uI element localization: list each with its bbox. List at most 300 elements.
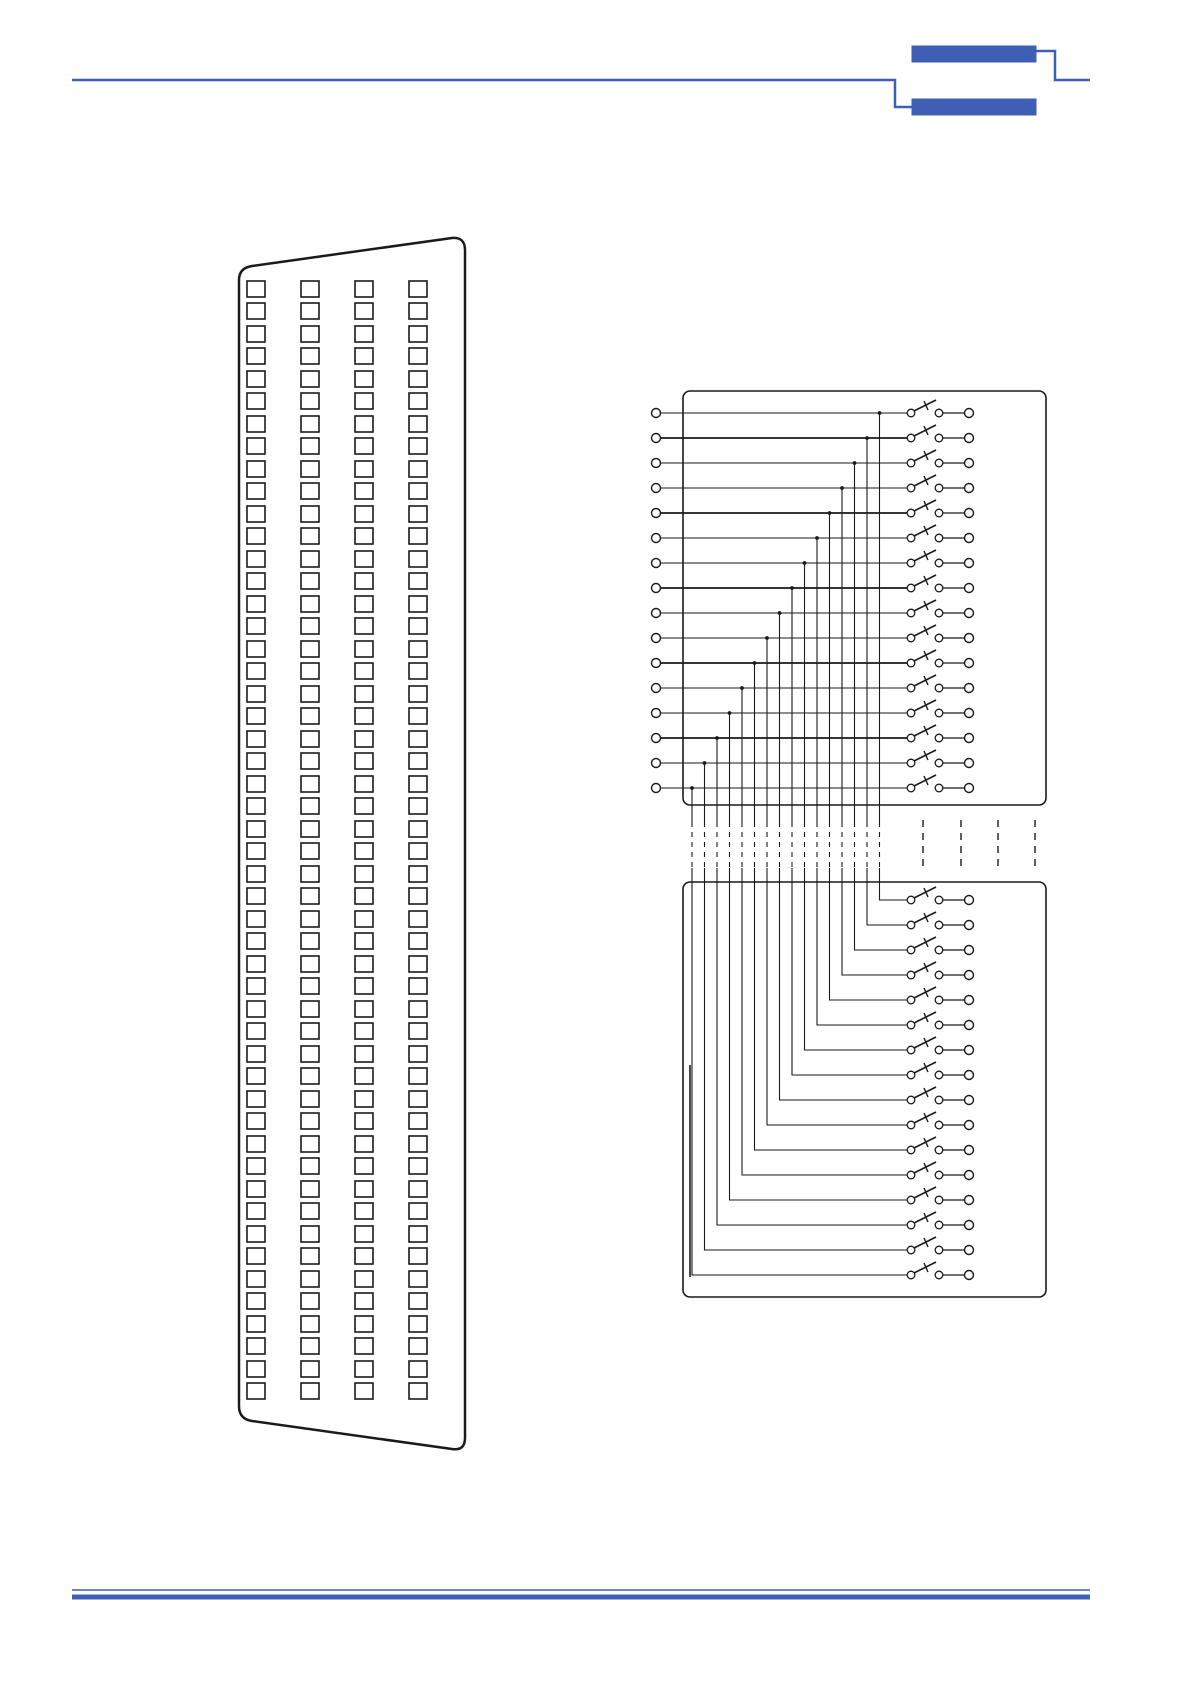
connector-pin [301, 1158, 319, 1174]
connector-pin [355, 416, 373, 432]
connector-pin [409, 326, 427, 342]
connector-pin [409, 776, 427, 792]
connector-pin [355, 303, 373, 319]
relay-output-terminal [965, 946, 974, 955]
relay-contact-right [935, 1171, 943, 1179]
relay-contact-right [935, 1121, 943, 1129]
header-rule [72, 80, 912, 107]
connector-pin [409, 348, 427, 364]
connector-pin [247, 1136, 265, 1152]
relay-output-terminal [965, 559, 974, 568]
relay-contact-right [935, 634, 943, 642]
connector-pin [247, 1383, 265, 1399]
connector-pin [247, 1203, 265, 1219]
connector-pin [355, 596, 373, 612]
connector-pin [409, 1203, 427, 1219]
header [72, 46, 1090, 115]
connector-pin [247, 1293, 265, 1309]
relay-contact-left [907, 759, 915, 767]
connector-pin [301, 573, 319, 589]
bus-to-relay [880, 868, 908, 900]
connector-pin [409, 506, 427, 522]
connector-pin [409, 438, 427, 454]
relay-output-terminal [965, 534, 974, 543]
connector-pin [355, 956, 373, 972]
connector-pin [355, 776, 373, 792]
connector-pin [355, 1068, 373, 1084]
connector-pin [409, 393, 427, 409]
relay-output-terminal [965, 921, 974, 930]
relay-contact-right [935, 971, 943, 979]
connector-pin [355, 641, 373, 657]
connector-pin [301, 843, 319, 859]
relay-contact-right [935, 609, 943, 617]
connector-pin [355, 573, 373, 589]
relay-output-terminal [965, 784, 974, 793]
relay-contact-right [935, 734, 943, 742]
connector-pin [247, 1001, 265, 1017]
relay-output-terminal [965, 996, 974, 1005]
input-terminal [652, 609, 661, 618]
relay-contact-right [935, 409, 943, 417]
connector-pin [247, 798, 265, 814]
connector-pin [409, 753, 427, 769]
connector-pin [409, 461, 427, 477]
bus-to-relay [805, 868, 908, 1050]
connector-pin [247, 686, 265, 702]
bus-to-relay [867, 868, 907, 925]
connector-pin [301, 1091, 319, 1107]
relay-contact-left [907, 684, 915, 692]
connector-pin [247, 1316, 265, 1332]
header-tab-bottom [912, 99, 1036, 115]
connector-pin [301, 1046, 319, 1062]
relay-contact-left [907, 1246, 915, 1254]
connector-pin [409, 1091, 427, 1107]
connector-pin [247, 303, 265, 319]
connector-pin [409, 843, 427, 859]
connector-pin [409, 1068, 427, 1084]
relay-contact-right [935, 1021, 943, 1029]
relay-contact-left [907, 584, 915, 592]
connector-pin [355, 1361, 373, 1377]
connector-pin [247, 978, 265, 994]
connector-pin [301, 506, 319, 522]
connector-pin [355, 911, 373, 927]
bus-to-relay [717, 868, 907, 1225]
relay-output-terminal [965, 634, 974, 643]
relay-output-terminal [965, 1046, 974, 1055]
connector-pin [247, 438, 265, 454]
input-terminal [652, 534, 661, 543]
connector-pin [247, 1226, 265, 1242]
header-tab-connector [1036, 51, 1090, 80]
connector-pin [355, 348, 373, 364]
connector-pin [409, 686, 427, 702]
connector-pin [301, 1136, 319, 1152]
bus-to-relay [855, 868, 908, 950]
relay-contact-right [935, 946, 943, 954]
bottom-relays [907, 887, 973, 1280]
connector-pin [355, 1383, 373, 1399]
input-terminal [652, 734, 661, 743]
relay-output-terminal [965, 584, 974, 593]
connector-pin [355, 618, 373, 634]
connector-pin [409, 483, 427, 499]
connector-pin [355, 393, 373, 409]
relay-contact-left [907, 1221, 915, 1229]
connector-pin [355, 551, 373, 567]
connector-pin [247, 551, 265, 567]
connector-pin [355, 686, 373, 702]
relay-contact-right [935, 559, 943, 567]
connector-pin [301, 1181, 319, 1197]
connector-pin [409, 1023, 427, 1039]
relay-output-terminal [965, 1271, 974, 1280]
connector-pin [301, 438, 319, 454]
relay-contact-left [907, 784, 915, 792]
header-tab-top [912, 46, 1036, 62]
connector-pin [301, 596, 319, 612]
relay-contact-left [907, 734, 915, 742]
connector-pin [301, 348, 319, 364]
relay-output-terminal [965, 709, 974, 718]
connector [239, 238, 465, 1449]
connector-pin [355, 1181, 373, 1197]
connector-pin [409, 888, 427, 904]
connector-pin [355, 1158, 373, 1174]
connector-pin [247, 866, 265, 882]
connector-pin [247, 731, 265, 747]
relay-contact-right [935, 1196, 943, 1204]
input-terminal [652, 509, 661, 518]
connector-pin [247, 1248, 265, 1264]
connector-pin [301, 1361, 319, 1377]
connector-pin [409, 281, 427, 297]
connector-pin [409, 1136, 427, 1152]
connector-pin [247, 1158, 265, 1174]
connector-pin [355, 753, 373, 769]
connector-pin [409, 911, 427, 927]
connector-pin [409, 1001, 427, 1017]
relay-output-terminal [965, 1171, 974, 1180]
connector-pin [301, 1316, 319, 1332]
connector-pin [301, 393, 319, 409]
connector-pin [301, 461, 319, 477]
relay-output-terminal [965, 1221, 974, 1230]
relay-contact-left [907, 946, 915, 954]
connector-pin [301, 978, 319, 994]
connector-pin [247, 461, 265, 477]
relay-contact-left [907, 1171, 915, 1179]
connector-pin [355, 843, 373, 859]
connector-pins [247, 281, 427, 1399]
connector-pin [247, 708, 265, 724]
connector-shell [239, 238, 465, 1449]
relay-contact-left [907, 484, 915, 492]
input-terminal [652, 784, 661, 793]
connector-pin [355, 506, 373, 522]
bottom-relay-block [683, 882, 1046, 1297]
relay-contact-right [935, 1246, 943, 1254]
input-terminal [652, 484, 661, 493]
relay-contact-left [907, 609, 915, 617]
connector-pin [301, 326, 319, 342]
connector-pin [301, 416, 319, 432]
connector-pin [409, 933, 427, 949]
connector-pin [409, 798, 427, 814]
connector-pin [301, 551, 319, 567]
connector-pin [247, 483, 265, 499]
connector-pin [247, 776, 265, 792]
relay-contact-left [907, 534, 915, 542]
connector-pin [247, 1113, 265, 1129]
bus-to-relay [842, 868, 907, 975]
connector-pin [355, 1023, 373, 1039]
relay-contact-left [907, 709, 915, 717]
connector-pin [247, 573, 265, 589]
relay-contact-left [907, 409, 915, 417]
relay-output-terminal [965, 484, 974, 493]
relay-output-terminal [965, 684, 974, 693]
connector-pin [247, 281, 265, 297]
relay-contact-right [935, 534, 943, 542]
connector-pin [409, 1316, 427, 1332]
relay-contact-left [907, 1071, 915, 1079]
connector-pin [409, 303, 427, 319]
connector-pin [355, 1046, 373, 1062]
connector-pin [355, 888, 373, 904]
connector-pin [355, 438, 373, 454]
connector-pin [301, 933, 319, 949]
relay-output-terminal [965, 1246, 974, 1255]
connector-pin [247, 596, 265, 612]
relay-contact-left [907, 1096, 915, 1104]
relay-output-terminal [965, 1096, 974, 1105]
connector-pin [409, 978, 427, 994]
relay-output-terminal [965, 409, 974, 418]
connector-pin [355, 1271, 373, 1287]
relay-contact-right [935, 1221, 943, 1229]
connector-pin [355, 1001, 373, 1017]
relay-output-terminal [965, 1196, 974, 1205]
input-terminal [652, 584, 661, 593]
connector-pin [409, 641, 427, 657]
relay-contact-left [907, 434, 915, 442]
relay-output-terminal [965, 971, 974, 980]
relay-contact-left [907, 1146, 915, 1154]
connector-pin [247, 1091, 265, 1107]
connector-pin [301, 1068, 319, 1084]
relay-contact-right [935, 509, 943, 517]
connector-pin [355, 1113, 373, 1129]
connector-pin [355, 731, 373, 747]
relay-output-terminal [965, 434, 974, 443]
connector-pin [247, 371, 265, 387]
connector-pin [301, 1383, 319, 1399]
relay-output-terminal [965, 734, 974, 743]
relay-contact-right [935, 1146, 943, 1154]
relay-contact-right [935, 684, 943, 692]
connector-pin [247, 641, 265, 657]
connector-pin [355, 663, 373, 679]
connector-pin [355, 933, 373, 949]
connector-pin [247, 753, 265, 769]
bus-to-relay [780, 868, 908, 1100]
connector-pin [247, 956, 265, 972]
relay-contact-right [935, 996, 943, 1004]
top-relay-block [683, 391, 1046, 805]
connector-pin [409, 371, 427, 387]
footer [72, 1590, 1090, 1597]
connector-pin [247, 1046, 265, 1062]
connector-pin [409, 708, 427, 724]
relay-contact-right [935, 759, 943, 767]
connector-pin [409, 1338, 427, 1354]
connector-pin [355, 821, 373, 837]
relay-contact-left [907, 971, 915, 979]
connector-pin [355, 1293, 373, 1309]
connector-pin [301, 303, 319, 319]
connector-pin [301, 528, 319, 544]
connector-pin [247, 1361, 265, 1377]
connector-pin [247, 528, 265, 544]
connector-pin [355, 326, 373, 342]
connector-pin [247, 618, 265, 634]
relay-contact-right [935, 1096, 943, 1104]
connector-pin [355, 866, 373, 882]
connector-pin [301, 1001, 319, 1017]
connector-pin [247, 821, 265, 837]
relay-contact-left [907, 459, 915, 467]
relay-contact-left [907, 659, 915, 667]
connector-pin [355, 1091, 373, 1107]
relay-contact-right [935, 484, 943, 492]
connector-pin [301, 483, 319, 499]
relay-contact-left [907, 1196, 915, 1204]
connector-pin [301, 731, 319, 747]
input-terminal [652, 709, 661, 718]
connector-pin [301, 281, 319, 297]
input-terminal [652, 459, 661, 468]
connector-pin [301, 708, 319, 724]
connector-pin [247, 843, 265, 859]
connector-pin [355, 1226, 373, 1242]
relay-output-terminal [965, 759, 974, 768]
connector-pin [355, 1203, 373, 1219]
connector-pin [247, 506, 265, 522]
relay-contact-left [907, 1271, 915, 1279]
relay-contact-right [935, 459, 943, 467]
connector-pin [409, 1271, 427, 1287]
connector-pin [301, 371, 319, 387]
connector-pin [301, 1338, 319, 1354]
top-relays [907, 400, 973, 793]
connector-pin [247, 1271, 265, 1287]
relay-contact-right [935, 921, 943, 929]
input-terminal [652, 659, 661, 668]
connector-pin [409, 1226, 427, 1242]
relay-contact-left [907, 634, 915, 642]
relay-contact-left [907, 921, 915, 929]
connector-pin [301, 1023, 319, 1039]
relay-contact-left [907, 896, 915, 904]
connector-pin [409, 596, 427, 612]
connector-pin [355, 1136, 373, 1152]
connector-pin [409, 573, 427, 589]
relay-output-terminal [965, 509, 974, 518]
bus-to-relay [792, 868, 907, 1075]
connector-pin [409, 1158, 427, 1174]
connector-pin [409, 1383, 427, 1399]
connector-pin [409, 731, 427, 747]
connector-pin [355, 978, 373, 994]
relay-contact-left [907, 1021, 915, 1029]
input-terminal [652, 434, 661, 443]
connector-pin [247, 326, 265, 342]
relay-contact-right [935, 896, 943, 904]
relay-contact-right [935, 784, 943, 792]
connector-pin [355, 708, 373, 724]
connector-pin [301, 663, 319, 679]
connector-pin [355, 528, 373, 544]
connector-pin [409, 821, 427, 837]
connector-pin [301, 1293, 319, 1309]
relay-output-terminal [965, 1146, 974, 1155]
bus-to-relay [767, 868, 907, 1125]
connector-pin [301, 1271, 319, 1287]
connector-pin [301, 776, 319, 792]
connector-pin [409, 1046, 427, 1062]
connector-pin [247, 888, 265, 904]
connector-pin [247, 911, 265, 927]
relay-output-terminal [965, 609, 974, 618]
connector-pin [409, 618, 427, 634]
connector-pin [301, 1248, 319, 1264]
input-terminal [652, 634, 661, 643]
connector-pin [355, 371, 373, 387]
connector-pin [301, 618, 319, 634]
relay-contact-left [907, 559, 915, 567]
connector-pin [355, 461, 373, 477]
connector-pin [409, 1181, 427, 1197]
connector-pin [409, 528, 427, 544]
relay-schematic [652, 391, 1047, 1297]
connector-pin [247, 393, 265, 409]
relay-contact-right [935, 659, 943, 667]
connector-pin [355, 1248, 373, 1264]
connector-pin [247, 348, 265, 364]
connector-pin [247, 1068, 265, 1084]
relay-contact-left [907, 996, 915, 1004]
connector-pin [247, 1181, 265, 1197]
relay-output-terminal [965, 1121, 974, 1130]
relay-output-terminal [965, 896, 974, 905]
connector-pin [301, 956, 319, 972]
relay-output-terminal [965, 1071, 974, 1080]
bus-to-relay [830, 868, 908, 1000]
connector-pin [247, 416, 265, 432]
connector-pin [247, 1338, 265, 1354]
connector-pin [409, 1361, 427, 1377]
connector-pin [301, 1203, 319, 1219]
connector-pin [301, 641, 319, 657]
connector-pin [355, 1338, 373, 1354]
connector-pin [301, 821, 319, 837]
relay-contact-right [935, 584, 943, 592]
relay-contact-right [935, 709, 943, 717]
bus-to-relay [817, 868, 907, 1025]
